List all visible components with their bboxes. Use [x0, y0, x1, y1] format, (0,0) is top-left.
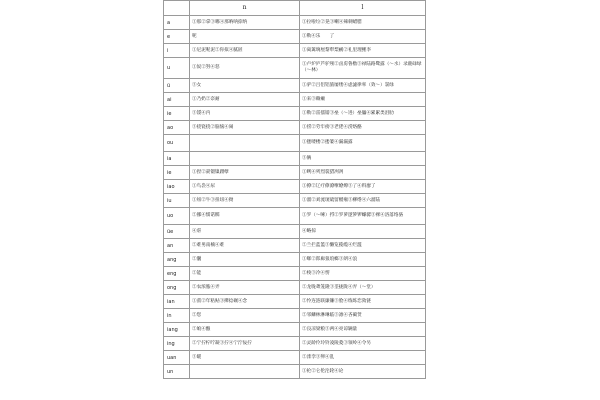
n-cell: ③挠铙挠②脑恼④闹 [190, 121, 300, 135]
l-cell: ①卢炉庐芦驴颅②卤虏鲁橹③禄陆路鹭露（～水）录鹿碌绿（～林） [300, 58, 426, 79]
table-row [164, 44, 426, 58]
table-row [164, 295, 426, 309]
final-cell: ia [164, 152, 190, 166]
n-cell: ①乃奶②奈耐 [190, 93, 300, 107]
n-cell [190, 152, 300, 166]
final-cell: ong [164, 281, 190, 295]
n-cell: ②挪④懦诺糯 [190, 208, 300, 225]
n-cell: ①鸟袅④尿 [190, 180, 300, 194]
l-cell: ②龙咙聋笼隆③垄拢陇④弄（～堂） [300, 281, 426, 295]
final-cell: u [164, 58, 190, 79]
n-cell: ②您 [190, 309, 300, 323]
table-row [164, 135, 426, 152]
table-row [164, 30, 426, 44]
table-row [164, 93, 426, 107]
table-row [164, 107, 426, 121]
table-row [164, 208, 426, 225]
header-l: l [300, 1, 426, 16]
table-row [164, 323, 426, 337]
table-row [164, 365, 426, 379]
table-row [164, 166, 426, 180]
l-cell: ②棱③冷④愣 [300, 267, 426, 281]
n-cell: ②宁拧柠咛凝③拧④宁泞佞拧 [190, 337, 300, 351]
l-cell: ④略掠 [300, 225, 426, 239]
table-row [164, 58, 426, 79]
final-cell: uo [164, 208, 190, 225]
table-row [164, 121, 426, 135]
l-cell: ①来③赖癞 [300, 93, 426, 107]
final-cell: a [164, 16, 190, 30]
l-cell: ①捞②劳牢痨③老佬④涝烙酪 [300, 121, 426, 135]
final-cell: uan [164, 351, 190, 365]
l-cell: ①离篱璃厘黎犁梨鹂②礼里理鲤李 [300, 44, 426, 58]
table-row [164, 337, 426, 351]
table-row [164, 225, 426, 239]
table-row [164, 267, 426, 281]
final-cell: üe [164, 225, 190, 239]
table-row [164, 351, 426, 365]
l-cell: ②良凉梁粮③两④亮谅辆量 [300, 323, 426, 337]
n-cell: ②能 [190, 267, 300, 281]
l-cell: ①搂喽楼②搂篓④漏漏露 [300, 135, 426, 152]
header-corner [164, 1, 190, 16]
l-cell: ①勒④乐 了 [300, 30, 426, 44]
final-cell: ian [164, 295, 190, 309]
l-cell: ①撩②辽疗僚潦嘹缭燎③了④料廖了 [300, 180, 426, 194]
l-cell: ②滦孪③卵④乱 [300, 351, 426, 365]
n-cell: ④虐 [190, 225, 300, 239]
l-cell: ①啷②郎廊狼琅榔③朗④浪 [300, 253, 426, 267]
l-cell: ③俩 [300, 152, 426, 166]
l-cell: ②兰拦蓝篮③懒览揽缆④烂滥 [300, 239, 426, 253]
n-cell: ①奴②努④怒 [190, 58, 300, 79]
n-cell: ②娘④酿 [190, 323, 300, 337]
final-cell: ai [164, 93, 190, 107]
final-cell: e [164, 30, 190, 44]
n-cell: ②农浓脓④弄 [190, 281, 300, 295]
n-cell: ②难男南楠④难 [190, 239, 300, 253]
final-cell: ou [164, 135, 190, 152]
table-row [164, 281, 426, 295]
final-cell: ü [164, 79, 190, 93]
final-cell: ie [164, 166, 190, 180]
final-cell: i [164, 44, 190, 58]
n-cell: ①那②拿③哪④那呐呐捺纳 [190, 16, 300, 30]
l-cell: ①溜②刘流琉硫留榴瘤③柳绺④六溜陆 [300, 194, 426, 208]
table-row [164, 253, 426, 267]
final-cell: in [164, 309, 190, 323]
header-row [164, 1, 426, 16]
table-row [164, 309, 426, 323]
final-cell: ing [164, 337, 190, 351]
final-cell: an [164, 239, 190, 253]
n-cell: ①尼泥呢泥②你拟④腻匿 [190, 44, 300, 58]
n-cell: ①蔫②年粘鲇③撵捻碾④念 [190, 295, 300, 309]
n-cell: ③暖 [190, 351, 300, 365]
final-cell: eng [164, 267, 190, 281]
final-cell: un [164, 365, 190, 379]
n-cell [190, 365, 300, 379]
n-cell [190, 135, 300, 152]
l-cell: ②灵龄伶玲铃凌陵菱③领岭④令另 [300, 337, 426, 351]
n-cell: ①妞②牛③扭纽④拗 [190, 194, 300, 208]
l-cell: ①咧④列烈裂猎冽冽 [300, 166, 426, 180]
l-cell: ②怜连涟联廉镰③脸④练炼恋敛链 [300, 295, 426, 309]
l-cell: ②邻鳞林淋琳临③凛④吝蔺赁 [300, 309, 426, 323]
pinyin-n-l-table [163, 0, 426, 379]
n-cell: ③女 [190, 79, 300, 93]
table-row [164, 239, 426, 253]
header-n: n [190, 1, 300, 16]
final-cell: ang [164, 253, 190, 267]
table-row [164, 16, 426, 30]
final-cell: ie [164, 107, 190, 121]
l-cell: ①罗（～嗦）捋②罗萝逻箩锣螺骡③裸④洛落络骆 [300, 208, 426, 225]
n-cell: ③馁④内 [190, 107, 300, 121]
n-cell: ①捏②聂镊镍蹑孽 [190, 166, 300, 180]
final-cell: ao [164, 121, 190, 135]
table-row [164, 79, 426, 93]
l-cell: ①驴②吕侣铝旅屡缕④虑滤律率（效～）氯绿 [300, 79, 426, 93]
l-cell: ①抡②仑伦沦轮④论 [300, 365, 426, 379]
table-row [164, 180, 426, 194]
table-row [164, 194, 426, 208]
l-cell: ①拉啦垃②晃③喇④辣刺蜡腊 [300, 16, 426, 30]
final-cell: iu [164, 194, 190, 208]
n-cell: 呢 [190, 30, 300, 44]
final-cell: iang [164, 323, 190, 337]
final-cell: iao [164, 180, 190, 194]
n-cell: ②囊 [190, 253, 300, 267]
l-cell: ①勒②雷擂镭③垒（～进）垒儡④累累类泪肋 [300, 107, 426, 121]
table-row [164, 152, 426, 166]
